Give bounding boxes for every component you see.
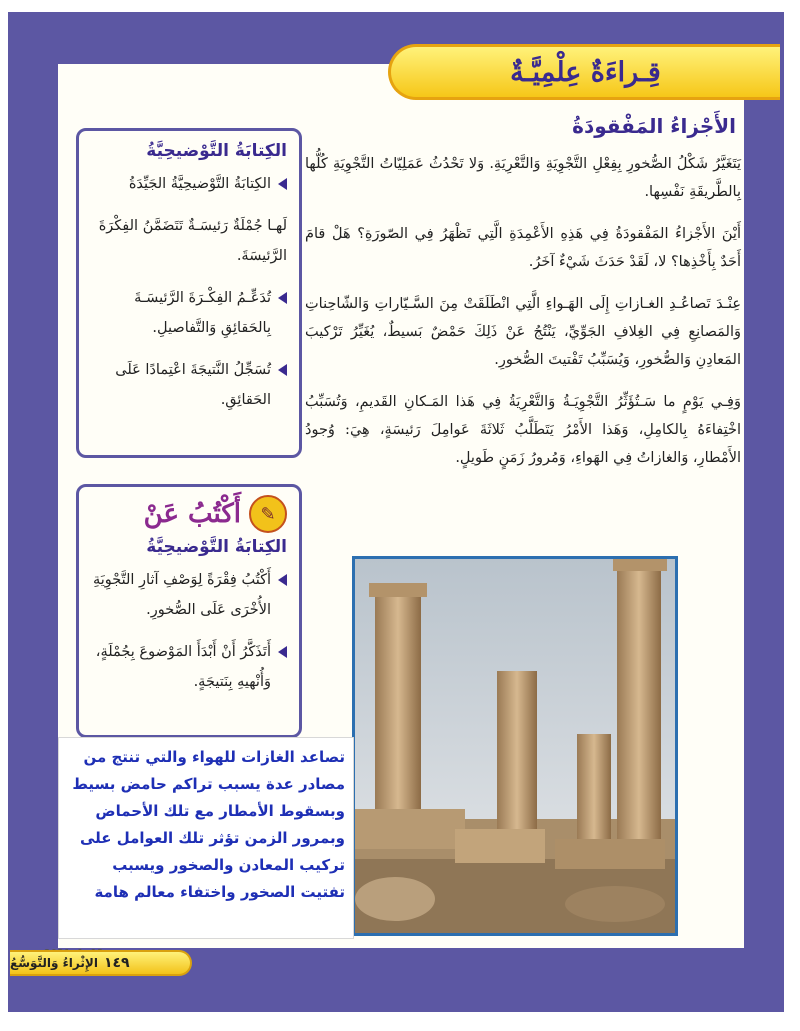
paragraph: يَتَغَيَّرُ شَكْلُ الصُّخورِ بِفِعْلِ التَّجْوِيَةِ وَالتَّعْرِيَةِ. وَلا تَحْدُثُ عَمَلِيّاتُ التَّجْوِيَةِ كُلُّها بِالطَّريقَةِ نَفْسِها. — [305, 156, 741, 200]
paragraph: وَفِـي يَوْمٍ ما سَـتُؤَثِّرُ التَّجْوِيَـةُ وَالتَّعْرِيَةُ فِي هَذا المَـكانِ القَديمِ، وَتُسَبِّبُ اخْتِفاءَهُ بِالكامِلِ، وَهَذا الأَمْرُ يَتَطَلَّبُ ثَلاثَةَ عَوامِلَ رَئيسَةٍ، هِيَ: وُجودُ الأَمْطارِ، وَالغازاتُ فِي الهَواءِ، وَمُرورُ زَمَنٍ طَويلٍ. — [305, 394, 741, 466]
bullet-triangle-icon — [278, 574, 287, 586]
bullet-list — [91, 169, 287, 199]
list-item — [91, 169, 287, 199]
paragraph: عِنْـدَ تَصاعُـدِ الغـازاتِ إِلَى الهَـواءِ الَّتِي انْطَلَقَتْ مِنَ السَّـيّاراتِ وَالشّاحِناتِ وَالمَصانِعِ فِي الغِلافِ الجَوِّيِّ، يَنْتُجُ عَنْ ذَلِكَ حَمْضٌ بَسيطٌ، يُغَيِّرُ تَرْكيبَ المَعادِنِ وَالصُّخورِ، وَيُسَبِّبُ تَفْتيتَ الصُّخورِ. — [305, 296, 741, 368]
list-item — [91, 565, 287, 625]
write-header — [91, 495, 287, 533]
explanatory-writing-box — [76, 128, 302, 458]
page-footer — [10, 950, 192, 976]
list-item-text: تُدَعِّـمُ الفِكْـرَةَ الرَّئيسَـةَ بِالحَقائِقِ وَالتَّفاصيلِ. — [134, 290, 271, 336]
list-item-text: أَكْتُبُ فِقْرَةً لِوَصْفِ آثارِ التَّجْوِيَةِ الأُخْرَى عَلَى الصُّخورِ. — [92, 572, 271, 618]
ruins-photo — [352, 556, 678, 936]
section-name: الإِثْراءُ وَالتَّوَسُّعُ — [10, 956, 98, 970]
bullet-triangle-icon — [278, 178, 287, 190]
bullet-triangle-icon — [278, 364, 287, 376]
list-item — [91, 355, 287, 415]
bullet-list — [91, 565, 287, 697]
summary-note: تصاعد الغازات للهواء والتي تنتج من مصادر عدة يسبب تراكم حامض بسيط وبسقوط الأمطار مع تلك الأحماض وبمرور الزمن تؤثر تلك العوامل على تركيب المعادن والصخور ويسبب تفتيت الصخور واختفاء معالم هامة — [58, 737, 354, 939]
list-item-text: أَتَذَكَّرُ أَنْ أَبْدَأَ المَوْضوعَ بِجُمْلَةٍ، وَأُنْهيهِ بِنَتيجَةٍ. — [95, 644, 271, 690]
title-banner — [388, 44, 780, 100]
box-title: الكِتابَةُ التَّوْضيحِيَّةُ — [146, 141, 287, 161]
list-item-text: الكِتابَةُ التَّوْضيحِيَّةُ الجَيِّدَةُ — [128, 176, 271, 192]
list-item-text: تُسَجِّلُ النَّتيجَةَ اعْتِمادًا عَلَى الحَقائِقِ. — [115, 362, 271, 408]
list-item — [91, 283, 287, 343]
columns-illustration — [355, 559, 675, 933]
box-subtitle: الكِتابَةُ التَّوْضيحِيَّةُ — [146, 537, 287, 557]
bullet-triangle-icon — [278, 646, 287, 658]
page-number: ١٤٩ — [103, 955, 130, 971]
paragraph: أَيْنَ الأَجْزاءُ المَفْقودَةُ فِي هَذِهِ الأَعْمِدَةِ الَّتِي تَظْهَرُ فِي الصّورَةِ؟ هَلْ قامَ أَحَدٌ بِأَخْذِها؟ لا، لَقَدْ حَدَثَ شَيْءٌ آخَرُ. — [305, 226, 741, 270]
article-body — [305, 150, 741, 486]
write-title: أَكْتُبُ عَنْ — [143, 499, 241, 529]
bullet-triangle-icon — [278, 292, 287, 304]
list-item-subtext: لَهـا جُمْلَةٌ رَئيسَـةٌ تَتَضَمَّنُ الفِكْرَةَ الرَّئيسَةَ. — [98, 218, 287, 264]
list-item — [91, 637, 287, 697]
banner-title: قِـراءَةٌ عِلْمِيَّـةٌ — [510, 56, 661, 88]
article-title: الأَجْزاءُ المَفْقودَةُ — [572, 114, 736, 138]
bullet-list — [91, 283, 287, 415]
pencil-paper-icon: ✎ — [249, 495, 287, 533]
write-about-box — [76, 484, 302, 738]
